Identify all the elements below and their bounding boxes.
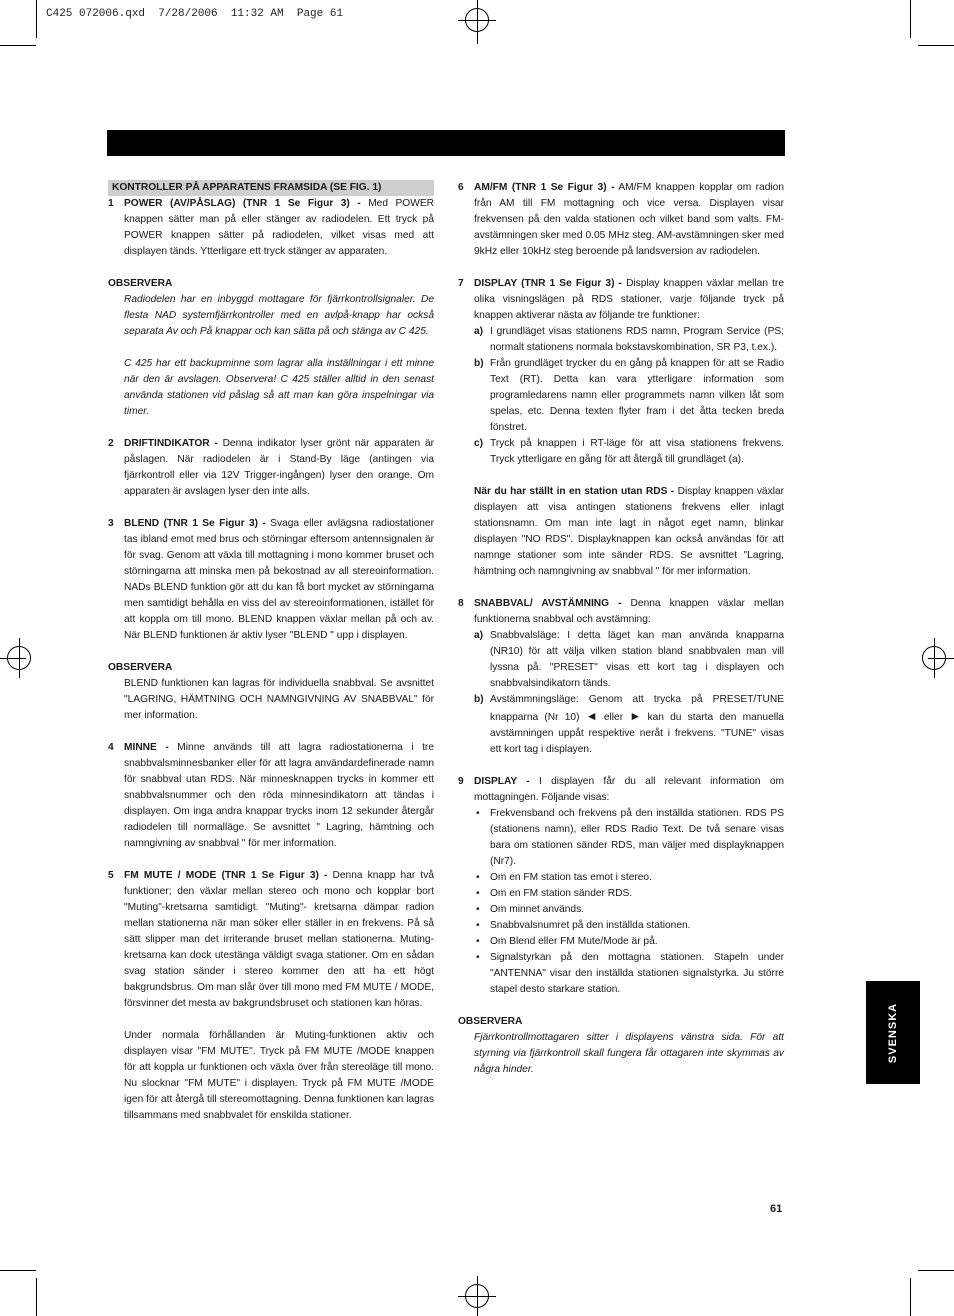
list-item: • Om minnet används. (474, 902, 784, 918)
crop-mark (910, 0, 911, 38)
note-text: Fjärrkontrollmottagaren sitter i displayens vänstra sida. För att styrning via fjärrkontroll skall fungera får ottagaren inte skymmas av några hinder. (474, 1032, 784, 1075)
item-heading: MINNE - (124, 742, 169, 753)
crop-mark (36, 0, 37, 38)
item-number: 4 (108, 742, 114, 753)
item-9 (458, 774, 784, 806)
list-item: • Om en FM station tas emot i stereo. (474, 870, 784, 886)
list-item: • Frekvensband och frekvens på den inställda stationen. RDS PS (stationens namn), eller RDS Radio Text. De två senare visas bara om stationen sänder RDS, man väljer med displayknappen (Nr7). (474, 806, 784, 870)
item-heading: FM MUTE / MODE (TNR 1 Se Figur 3) - (124, 870, 328, 881)
item-heading: DISPLAY (TNR 1 Se Figur 3) - (474, 278, 622, 289)
item-2 (108, 436, 434, 500)
sub-item-text: Från grundläget trycker du en gång på knappen för att se Radio Text (RT). Detta kan vara ytterligare information som programledarens namn eller programmets namn vilken låt som spelas, etc. Denna texten flyter fram i det åtta tecken breda fönstret. (490, 358, 784, 433)
crop-mark (0, 45, 36, 46)
item-1 (108, 196, 434, 260)
note-title: OBSERVERA (458, 1016, 523, 1027)
sub-item-text: I grundläget visas stationens RDS namn, Program Service (PS; normalt stationens normala bokstavskombination, SR P3, t.ex.). (490, 326, 784, 353)
crop-mark (0, 1270, 36, 1271)
right-arrow-icon: ► (629, 709, 642, 723)
item-heading: DISPLAY - (474, 776, 530, 787)
left-arrow-icon: ◄ (585, 709, 598, 723)
rds-text: Display knappen växlar displayen att visa antingen stationens frekvens eller inlagt stationsnamn. Om man inte lagt in något eget namn, blinkar displayen "NO RDS". Displayknappen kan också användas för att namnge stationer som inte sänder RDS. Se avsnittet "Lagring, hämtning och namngivning av snabbval " för mer information. (474, 486, 785, 577)
registration-mark-icon (7, 646, 31, 670)
item-text: Under normala förhållanden är Muting-funktionen aktiv och displayen visar "FM MUTE". Tryck på FM MUTE /MODE knappen för att koppla ur funktionen och växla över från stereoläge till mono. Nu slocknar "FM MUTE" i displayen. Tryck på FM MUTE /MODE igen för att återgå till stereomottagning. Denna funktionen kan lagras tillsammans med snabbvalet för enskilda stationer. (124, 1030, 434, 1121)
sub-item-a (474, 324, 784, 356)
item-text: I displayen får du all relevant information om mottagningen. Följande visas: (474, 776, 784, 803)
sub-item-b (474, 356, 784, 436)
item-number: 5 (108, 870, 114, 881)
item-text: Svaga eller avlägsna radiostationer tas ibland emot med brus och störningar eftersom antennsignalen är för svag. Genom att växla till mottagning i mono kommer bruset och störningarna att minska men på bekostnad av all stereoinformation. NADs BLEND funktion gör att du kan få bort mycket av störningarna men samtidigt behålla en viss del av stereoinformationen, istället för att koppla om till mono. BLEND knappen växlar mellan på och av. När BLEND funktionen är aktiv lyser "BLEND " upp i displayen. (124, 518, 434, 641)
item-number: 3 (108, 518, 114, 529)
item-7 (458, 276, 784, 324)
item-heading: SNABBVAL/ AVSTÄMNING - (474, 598, 622, 609)
list-item: • Om Blend eller FM Mute/Mode är på. (474, 934, 784, 950)
item-number: 9 (458, 776, 464, 787)
item-5 (108, 868, 434, 1012)
item-heading: BLEND (TNR 1 Se Figur 3) - (124, 518, 266, 529)
item-heading: POWER (AV/PÅSLAG) (TNR 1 Se Figur 3) - (124, 198, 361, 209)
item-number: 1 (108, 198, 114, 209)
display-bullet-list (458, 806, 784, 998)
file-header: C425 072006.qxd 7/28/2006 11:32 AM Page 61 (46, 8, 344, 20)
language-tab-label: SVENSKA (887, 1002, 899, 1063)
sub-item-text: Avstämmningsläge: Genom att trycka på PRESET/TUNE knapparna (Nr 10) (490, 694, 784, 723)
sub-item-letter: b) (474, 358, 484, 369)
item-8 (458, 596, 784, 628)
sub-item-text: eller (603, 712, 624, 723)
list-item: • Snabbvalsnumret på den inställda stationen. (474, 918, 784, 934)
sub-item-text: kan du starta den manuella avstämningen uppåt respektive neråt i frekvens. "TUNE" visas ett kort tag i displayen. (490, 712, 784, 755)
rds-paragraph (458, 484, 784, 580)
item-number: 8 (458, 598, 464, 609)
sub-item-c (474, 436, 784, 468)
item-text: Denna knappen växlar mellan funktionerna snabbval och avstämning: (474, 598, 784, 625)
registration-mark-icon (465, 8, 489, 32)
item-heading: DRIFTINDIKATOR - (124, 438, 218, 449)
note-text: Radiodelen har en inbyggd mottagare för fjärrkontrollsignaler. De flesta NAD systemfjärrkontroller med en avlpå-knapp har också separata Av och På knappar och kan sätta på och stänga av C 425. (124, 294, 434, 337)
item-text: AM/FM knappen kopplar om radion från AM till FM mottagning och vice versa. Displayen visar frekvensen på den valda stationen och vilket band som valts. FM-avstämningen sker med 0.05 MHz steg. AM-avstämningen sker med 9kHz eller 10kHz steg beroende på landsversion av radiodelen. (474, 182, 784, 257)
item-number: 6 (458, 182, 464, 193)
sub-item-letter: a) (474, 630, 484, 641)
note-text: BLEND funktionen kan lagras för individuella snabbval. Se avsnittet "LAGRING, HÄMTNING OCH NAMNGIVNING AV SNABBVAL" för mer information. (124, 678, 434, 721)
left-column (108, 180, 434, 1124)
section-title: KONTROLLER PÅ APPARATENS FRAMSIDA (SE FIG. 1) (108, 180, 434, 196)
crop-mark (36, 1278, 37, 1316)
sub-item-letter: c) (474, 438, 484, 449)
header-bar (107, 130, 785, 156)
sub-item-a (474, 628, 784, 692)
rds-heading: När du har ställt in en station utan RDS - (474, 486, 675, 497)
item-6 (458, 180, 784, 260)
item-text: Minne används till att lagra radiostationerna i tre snabbvalsminnesbanker eller för att lagra användardefinerade namn för snabbval utan RDS. När minnesknappen trycks in kommer ett snabbvalsnummer och den röda minnesindikatorn att tändas i displayen. Om inga andra knappar trycks inom 12 sekunder återgår radiodelen till normalläge. Se avsnittet " Lagring, hämtning och namngivning av snabbval " för mer information. (124, 742, 434, 849)
item-text: Med POWER knappen sätter man på eller stänger av radiodelen. Ett tryck på POWER knappen sätter på radiodelen, vilket visas med att displayen tänds. Ytterligare ett tryck stänger av apparaten. (124, 198, 434, 257)
sub-item-text: Tryck på knappen i RT-läge för att visa stationens frekvens. Tryck ytterligare en gång för att återgå till grundläget (a). (490, 438, 784, 465)
sub-item-b (474, 692, 784, 758)
crop-mark (918, 1270, 954, 1271)
language-tab (866, 981, 920, 1084)
item-number: 7 (458, 278, 464, 289)
right-column (458, 180, 784, 1078)
item-text: Denna knapp har två funktioner; den växlar mellan stereo och mono och kopplar bort "Muting"-kretsarna samtidigt. "Muting"- kretsarna dämpar radion mellan stationerna när man söker eller ställer in en frekvens. På så sätt slipper man det irriterande bruset mellan stationerna. Muting-kretsarna kan dock utestänga väldigt svaga stationer. Om en sådan svag station sänder i stereo kommer den att ha ett högt bakgrundsbrus. Om man slår över till mono med FM MUTE / MODE, försvinner det mesta av bakgrundsbruset och stationen kan höras. (124, 870, 434, 1009)
crop-mark (910, 1278, 911, 1316)
list-item: • Signalstyrkan på den mottagna stationen. Stapeln under "ANTENNA" visar den inställda stationen signalstyrka. Ju större stapel desto starkare station. (474, 950, 784, 998)
sub-item-letter: b) (474, 694, 484, 705)
item-4 (108, 740, 434, 852)
note-title: OBSERVERA (108, 662, 173, 673)
item-heading: AM/FM (TNR 1 Se Figur 3) - (474, 182, 615, 193)
crop-mark (918, 45, 954, 46)
note-title: OBSERVERA (108, 278, 173, 289)
item-text: Display knappen växlar mellan tre olika visningslägen på RDS stationer, varje följande tryck på knappen aktiverar nästa av följande tre funktioner: (474, 278, 784, 321)
registration-mark-icon (922, 646, 946, 670)
item-text: Denna indikator lyser grönt när apparaten är påslagen. När radiodelen är i Stand-By läge (antingen via fjärrkontroll eller via 12V Trigger-ingången) lyser den orange. Om apparaten är avslagen lyser den inte alls. (124, 438, 434, 497)
sub-item-text: Snabbvalsläge: I detta läget kan man använda knapparna (NR10) för att välja vilken station bland snabbvalen man vill lyssna på. "PRESET" visas ett kort tag i displayen och snabbvalsindikatorn tänds. (490, 630, 784, 689)
item-number: 2 (108, 438, 114, 449)
registration-mark-icon (465, 1284, 489, 1308)
item-3 (108, 516, 434, 644)
page-number: 61 (770, 1203, 783, 1215)
list-item: • Om en FM station sänder RDS. (474, 886, 784, 902)
note-text: C 425 har ett backupminne som lagrar alla inställningar i ett minne när den är avslagen. Observera! C 425 ställer alltid in den senast använda stationen vid påslag så att man kan göra inspelningar via timer. (124, 358, 434, 417)
sub-item-letter: a) (474, 326, 484, 337)
